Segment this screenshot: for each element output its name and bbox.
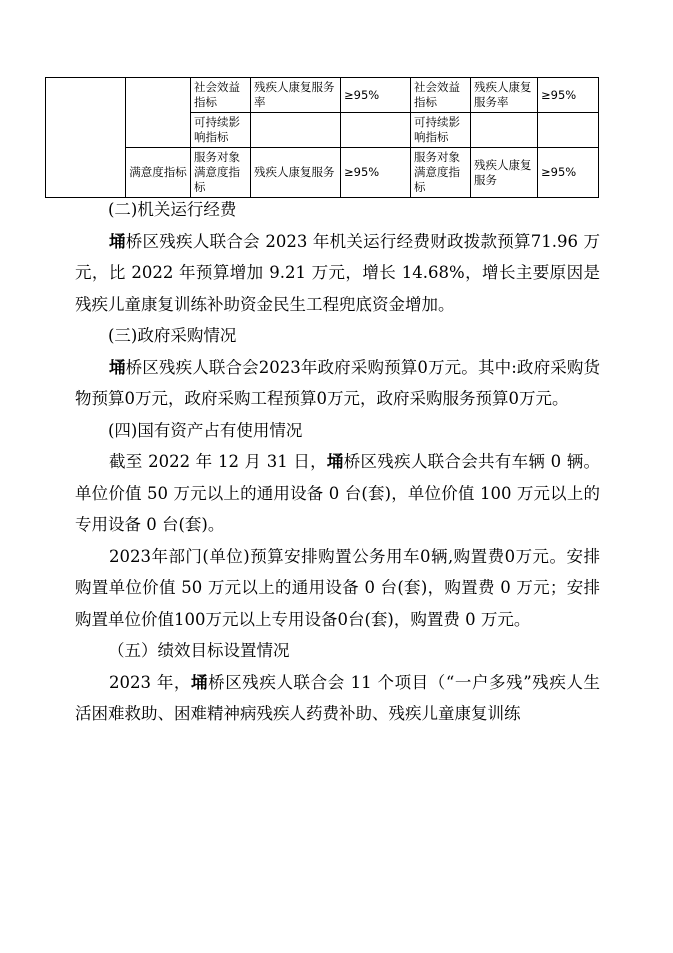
table-cell: ≥95% xyxy=(538,78,599,113)
table-cell: ≥95% xyxy=(538,148,599,198)
table-cell xyxy=(471,113,538,148)
table-cell: 社会效益指标 xyxy=(411,78,471,113)
paragraph xyxy=(75,667,600,730)
section-heading: (四)国有资产占有使用情况 xyxy=(108,420,303,440)
paragraph-text: 桥区残疾人联合会共有车辆 0 辆。单位价值 50 万元以上的通用设备 0 台(套)，单位价值 100 万元以上的专用设备 0 台(套)。 xyxy=(75,452,601,534)
paragraph xyxy=(75,446,600,541)
paragraph-lead: 截至 2022 年 12 月 31 日， xyxy=(109,452,327,471)
paragraph xyxy=(75,352,600,415)
table-cell: 残疾人康复服务率 xyxy=(251,78,341,113)
paragraph-text: 桥区残疾人联合会 2023 年机关运行经费财政拨款预算71.96 万元，比 2022 年预算增加 9.21 万元，增长 14.68%，增长主要原因是残疾儿童康复训练补助资金民生工程兜底资金增加。 xyxy=(75,231,600,314)
paragraph xyxy=(75,226,600,321)
table-row xyxy=(46,78,599,113)
table-cell: 社会效益指标 xyxy=(191,78,251,113)
table-cell: 服务对象满意度指标 xyxy=(191,148,251,198)
document-body xyxy=(75,194,600,730)
paragraph-lead: 2023 年， xyxy=(109,672,192,692)
section-heading: (二)机关运行经费 xyxy=(108,200,237,219)
section-heading: （五）绩效目标设置情况 xyxy=(108,641,290,660)
section-heading: (三)政府采购情况 xyxy=(108,326,237,345)
paragraph-text: 2023年部门(单位)预算安排购置公务用车0辆,购置费0万元。安排购置单位价值 50 万元以上的通用设备 0 台(套)，购置费 0 万元；安排购置单位价值100万元以上专用设备0台(套)，购置费 0 万元。 xyxy=(75,546,600,629)
paragraph-text: 桥区残疾人联合会2023年政府采购预算0万元。其中:政府采购货物预算0万元，政府采购工程预算0万元，政府采购服务预算0万元。 xyxy=(75,357,600,408)
table-cell: 满意度指标 xyxy=(126,148,191,198)
paragraph-lead-char: 埇 xyxy=(191,672,209,692)
table-cell: 残疾人康复服务 xyxy=(251,148,341,198)
table-cell xyxy=(251,113,341,148)
table-cell xyxy=(341,113,411,148)
paragraph-lead-char: 埇 xyxy=(326,452,344,471)
table-cell: ≥95% xyxy=(341,78,411,113)
table-cell: 可持续影响指标 xyxy=(191,113,251,148)
table-cell xyxy=(126,78,191,148)
table-cell: ≥95% xyxy=(341,148,411,198)
table-cell xyxy=(46,78,126,198)
paragraph-lead: 埇 xyxy=(109,357,126,377)
table-cell: 残疾人康复服务率 xyxy=(471,78,538,113)
table-cell xyxy=(538,113,599,148)
performance-table xyxy=(45,77,599,198)
paragraph-lead: 埇 xyxy=(109,231,126,251)
paragraph-text: 桥区残疾人联合会 11 个项目（“一户多残”残疾人生活困难救助、困难精神病残疾人药费补助、残疾儿童康复训练 xyxy=(75,672,601,723)
table-cell: 服务对象满意度指标 xyxy=(411,148,471,198)
table-cell: 残疾人康复服务 xyxy=(471,148,538,198)
table-cell: 可持续影响指标 xyxy=(411,113,471,148)
paragraph xyxy=(75,541,600,636)
table-row xyxy=(46,148,599,198)
